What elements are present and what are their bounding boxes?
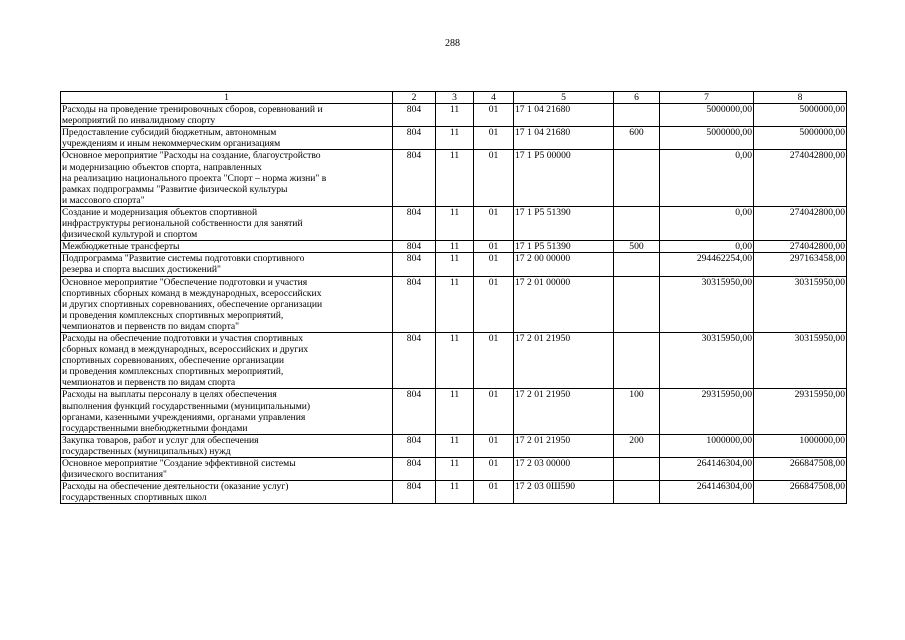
cell-amount-year-2: 297163458,00 xyxy=(754,253,847,276)
cell-target-article: 17 1 P5 51390 xyxy=(514,241,614,253)
cell-amount-year-1: 5000000,00 xyxy=(660,127,754,150)
cell-target-article: 17 2 03 00000 xyxy=(514,458,614,481)
cell-ministry-code: 804 xyxy=(393,127,436,150)
cell-description: Предоставление субсидий бюджетным, автономным учреждениям и иным некоммерческим организациям xyxy=(61,127,393,150)
cell-subsection: 01 xyxy=(474,481,514,504)
cell-amount-year-1: 5000000,00 xyxy=(660,104,754,127)
column-header: 8 xyxy=(754,92,847,104)
cell-section: 11 xyxy=(436,458,474,481)
cell-section: 11 xyxy=(436,253,474,276)
cell-expense-type xyxy=(614,458,660,481)
cell-expense-type xyxy=(614,206,660,240)
table-row xyxy=(61,206,847,240)
cell-expense-type xyxy=(614,150,660,206)
cell-target-article: 17 1 04 21680 xyxy=(514,104,614,127)
cell-amount-year-2: 266847508,00 xyxy=(754,481,847,504)
table-row xyxy=(61,127,847,150)
table-row xyxy=(61,241,847,253)
cell-subsection: 01 xyxy=(474,150,514,206)
cell-target-article: 17 1 04 21680 xyxy=(514,127,614,150)
cell-target-article: 17 2 01 21950 xyxy=(514,332,614,388)
cell-subsection: 01 xyxy=(474,276,514,332)
cell-amount-year-2: 274042800,00 xyxy=(754,150,847,206)
cell-expense-type xyxy=(614,253,660,276)
cell-ministry-code: 804 xyxy=(393,389,436,434)
cell-ministry-code: 804 xyxy=(393,150,436,206)
cell-description: Межбюджетные трансферты xyxy=(61,241,393,253)
cell-amount-year-2: 1000000,00 xyxy=(754,434,847,457)
cell-description: Создание и модернизация объектов спортивной инфраструктуры региональной собственности для занятий физической культурой и спортом xyxy=(61,206,393,240)
cell-section: 11 xyxy=(436,276,474,332)
table-body xyxy=(61,104,847,504)
cell-ministry-code: 804 xyxy=(393,206,436,240)
cell-amount-year-2: 5000000,00 xyxy=(754,127,847,150)
cell-amount-year-2: 266847508,00 xyxy=(754,458,847,481)
cell-subsection: 01 xyxy=(474,458,514,481)
cell-subsection: 01 xyxy=(474,127,514,150)
cell-description: Подпрограмма "Развитие системы подготовки спортивного резерва и спорта высших достижений" xyxy=(61,253,393,276)
cell-description: Основное мероприятие "Обеспечение подготовки и участия спортивных сборных команд в международных, всероссийских и других спортивных соревнованиях, обеспечение организации и проведения комплексных спортивных мероприятий, чемпионатов и первенств по видам спорта" xyxy=(61,276,393,332)
table-row xyxy=(61,458,847,481)
column-header: 1 xyxy=(61,92,393,104)
cell-expense-type: 100 xyxy=(614,389,660,434)
cell-ministry-code: 804 xyxy=(393,481,436,504)
table-row xyxy=(61,104,847,127)
cell-amount-year-1: 1000000,00 xyxy=(660,434,754,457)
cell-target-article: 17 2 01 21950 xyxy=(514,389,614,434)
cell-amount-year-1: 294462254,00 xyxy=(660,253,754,276)
cell-subsection: 01 xyxy=(474,253,514,276)
cell-amount-year-1: 264146304,00 xyxy=(660,458,754,481)
cell-amount-year-2: 29315950,00 xyxy=(754,389,847,434)
cell-description: Основное мероприятие "Расходы на создание, благоустройство и модернизацию объектов спорта, направленных на реализацию национального проекта "Спорт – норма жизни" в рамках подпрограммы "Развитие физической культуры и массового спорта" xyxy=(61,150,393,206)
cell-amount-year-1: 29315950,00 xyxy=(660,389,754,434)
cell-target-article: 17 2 03 0Ш590 xyxy=(514,481,614,504)
cell-subsection: 01 xyxy=(474,332,514,388)
cell-ministry-code: 804 xyxy=(393,253,436,276)
column-header: 7 xyxy=(660,92,754,104)
column-header: 4 xyxy=(474,92,514,104)
table-row xyxy=(61,150,847,206)
cell-target-article: 17 2 01 21950 xyxy=(514,434,614,457)
cell-section: 11 xyxy=(436,150,474,206)
cell-subsection: 01 xyxy=(474,434,514,457)
cell-subsection: 01 xyxy=(474,104,514,127)
table-header-row xyxy=(61,92,847,104)
cell-description: Расходы на обеспечение деятельности (оказание услуг) государственных спортивных школ xyxy=(61,481,393,504)
cell-amount-year-1: 264146304,00 xyxy=(660,481,754,504)
cell-expense-type xyxy=(614,104,660,127)
cell-amount-year-1: 0,00 xyxy=(660,241,754,253)
cell-amount-year-2: 274042800,00 xyxy=(754,206,847,240)
cell-amount-year-1: 30315950,00 xyxy=(660,276,754,332)
cell-expense-type: 200 xyxy=(614,434,660,457)
cell-amount-year-2: 274042800,00 xyxy=(754,241,847,253)
cell-ministry-code: 804 xyxy=(393,276,436,332)
page-number: 288 xyxy=(445,38,460,49)
cell-target-article: 17 1 P5 00000 xyxy=(514,150,614,206)
cell-expense-type xyxy=(614,332,660,388)
cell-target-article: 17 2 00 00000 xyxy=(514,253,614,276)
cell-amount-year-2: 30315950,00 xyxy=(754,276,847,332)
cell-target-article: 17 1 P5 51390 xyxy=(514,206,614,240)
cell-ministry-code: 804 xyxy=(393,458,436,481)
cell-section: 11 xyxy=(436,481,474,504)
cell-ministry-code: 804 xyxy=(393,241,436,253)
cell-amount-year-2: 30315950,00 xyxy=(754,332,847,388)
table-row xyxy=(61,389,847,434)
cell-description: Закупка товаров, работ и услуг для обеспечения государственных (муниципальных) нужд xyxy=(61,434,393,457)
cell-expense-type xyxy=(614,481,660,504)
cell-description: Расходы на выплаты персоналу в целях обеспечения выполнения функций государственными (муниципальными) органами, казенными учреждениями, органами управления государственными внебюджетными фондами xyxy=(61,389,393,434)
table-row xyxy=(61,253,847,276)
table-row xyxy=(61,434,847,457)
cell-ministry-code: 804 xyxy=(393,434,436,457)
cell-section: 11 xyxy=(436,434,474,457)
budget-table xyxy=(60,91,847,504)
cell-section: 11 xyxy=(436,241,474,253)
cell-section: 11 xyxy=(436,389,474,434)
cell-description: Расходы на обеспечение подготовки и участия спортивных сборных команд в международных, всероссийских и других спортивных соревнованиях, обеспечение организации и проведения комплексных спортивных мероприятий, чемпионатов и первенств по видам спорта xyxy=(61,332,393,388)
cell-expense-type: 600 xyxy=(614,127,660,150)
column-header: 5 xyxy=(514,92,614,104)
cell-section: 11 xyxy=(436,206,474,240)
cell-description: Расходы на проведение тренировочных сборов, соревнований и мероприятий по инвалидному спорту xyxy=(61,104,393,127)
cell-description: Основное мероприятие "Создание эффективной системы физического воспитания" xyxy=(61,458,393,481)
cell-expense-type xyxy=(614,276,660,332)
cell-amount-year-1: 0,00 xyxy=(660,150,754,206)
cell-section: 11 xyxy=(436,127,474,150)
cell-subsection: 01 xyxy=(474,389,514,434)
cell-section: 11 xyxy=(436,332,474,388)
column-header: 6 xyxy=(614,92,660,104)
cell-section: 11 xyxy=(436,104,474,127)
cell-ministry-code: 804 xyxy=(393,104,436,127)
cell-subsection: 01 xyxy=(474,206,514,240)
cell-amount-year-2: 5000000,00 xyxy=(754,104,847,127)
column-header: 2 xyxy=(393,92,436,104)
cell-subsection: 01 xyxy=(474,241,514,253)
table-row xyxy=(61,332,847,388)
column-header: 3 xyxy=(436,92,474,104)
cell-expense-type: 500 xyxy=(614,241,660,253)
cell-target-article: 17 2 01 00000 xyxy=(514,276,614,332)
cell-ministry-code: 804 xyxy=(393,332,436,388)
cell-amount-year-1: 0,00 xyxy=(660,206,754,240)
table-row xyxy=(61,276,847,332)
cell-amount-year-1: 30315950,00 xyxy=(660,332,754,388)
table-row xyxy=(61,481,847,504)
